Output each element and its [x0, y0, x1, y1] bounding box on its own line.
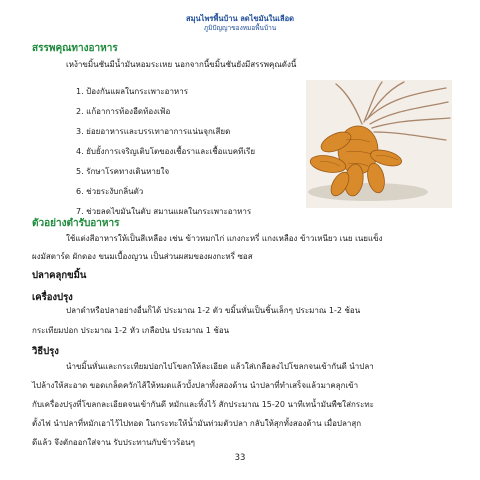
list-item: 4. ยับยั้งการเจริญเติบโตของเชื้อราและเชื้อแบคทีเรีย [76, 147, 256, 156]
ingredients-heading: เครื่องปรุง [32, 292, 73, 303]
nutrition-list [76, 82, 306, 222]
list-item: 2. แก้อาการท้องอืดท้องเฟ้อ [76, 107, 171, 116]
section-heading-recipes: ตัวอย่างตำรับอาหาร [32, 218, 120, 229]
recipes-line-1: ใช้แต่งสีอาหารให้เป็นสีเหลือง เช่น ข้าวหมกไก่ แกงกะหรี่ แกงเหลือง ข้าวเหนียว เนย เนยแข็ง [66, 234, 383, 243]
header-title: สมุนไพรพื้นบ้าน ลดไขมันในเลือด [186, 14, 294, 23]
list-item: 1. ป้องกันแผลในกระเพาะอาหาร [76, 87, 188, 96]
recipe-title: ปลาคลุกขมิ้น [32, 270, 87, 281]
list-item: 6. ช่วยระงับกลิ่นตัว [76, 187, 144, 196]
running-header [0, 14, 480, 33]
method-line: ไปล้างให้สะอาด ขอดเกล็ดควักไส้ให้หมดแล้วบั้งปลาทั้งสองด้าน นำปลาที่ทำเสร็จแล้วมาคลุกเข้า [32, 381, 359, 390]
nutrition-intro: เหง้าขมิ้นชันมีน้ำมันหอมระเหย นอกจากนี้ขมิ้นชันยังมีสรรพคุณดังนี้ [66, 60, 297, 69]
method-line: ตั้งไฟ นำปลาที่หมักเอาไว้ไปทอด ในกระทะให้น้ำมันท่วมตัวปลา กลับให้สุกทั้งสองด้าน เมื่อปลาสุก [32, 419, 362, 428]
list-item: 7. ช่วยลดไขมันในตับ สมานแผลในกระเพาะอาหาร [76, 207, 252, 216]
turmeric-photo [306, 80, 452, 208]
ingredients-line-2: กระเทียมปอก ประมาณ 1-2 หัว เกลือป่น ประมาณ 1 ช้อน [32, 326, 230, 335]
header-subtitle: ภูมิปัญญาของหมอพื้นบ้าน [203, 24, 277, 32]
list-item: 5. รักษาโรคทางเดินหายใจ [76, 167, 170, 176]
ingredients-line-1: ปลาดำหรือปลาอย่างอื่นก็ได้ ประมาณ 1-2 ตัว ขมิ้นหั่นเป็นชิ้นเล็กๆ ประมาณ 1-2 ช้อน [66, 306, 361, 315]
list-item: 3. ย่อยอาหารและบรรเทาอาการแน่นจุกเสียด [76, 127, 231, 136]
method-line: กับเครื่องปรุงที่โขลกละเอียดจนเข้ากันดี หมักและทิ้งไว้ สักประมาณ 15-20 นาทีเทน้ำมันพืชใส่กระทะ [32, 400, 374, 409]
method-line: ดีแล้ว จึงตักออกใส่จาน รับประทานกับข้าวร้อนๆ [32, 438, 195, 447]
method-line: นำขมิ้นหั่นและกระเทียมปอกไปโขลกให้ละเอียด แล้วใส่เกลือลงไปโขลกจนเข้ากันดี นำปลา [66, 362, 374, 371]
page-number: 33 [234, 453, 246, 463]
recipes-line-2: ผงมัสตาร์ด ผักดอง ขนมเบื้องญวน เป็นส่วนผสมของผงกะหรี่ ซอส [32, 252, 253, 261]
section-heading-nutrition: สรรพคุณทางอาหาร [32, 43, 118, 54]
method-heading: วิธีปรุง [32, 346, 59, 357]
